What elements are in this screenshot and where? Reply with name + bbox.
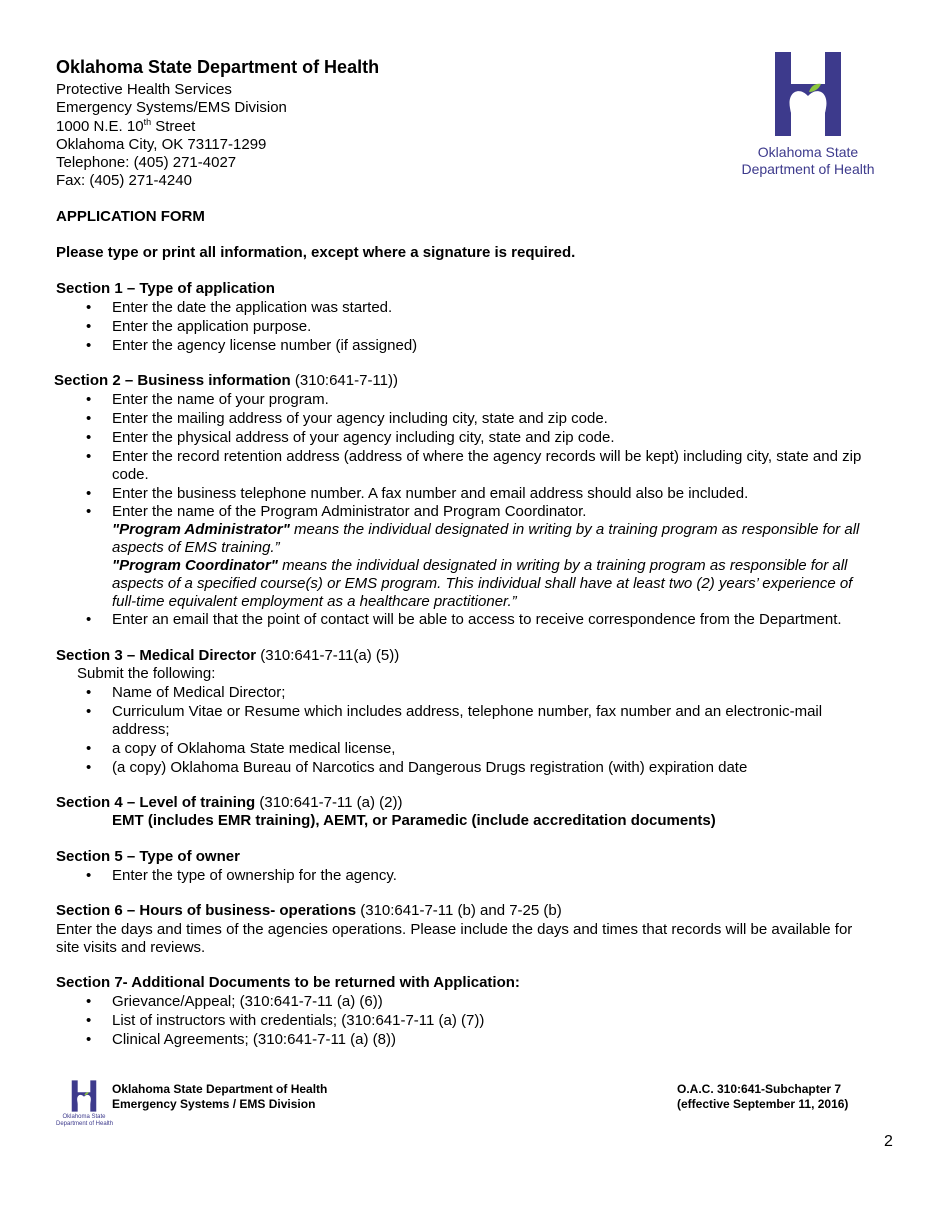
- form-title: APPLICATION FORM: [56, 208, 205, 225]
- bullet: •: [86, 611, 92, 628]
- list-item: Enter the name of your program.: [112, 391, 329, 408]
- footer-right-line2: (effective September 11, 2016): [677, 1097, 849, 1111]
- bullet: •: [86, 759, 92, 776]
- list-item: Enter the date the application was started.: [112, 299, 393, 316]
- bullet: •: [86, 867, 92, 884]
- list-item: Enter the mailing address of your agency including city, state and zip code.: [112, 410, 608, 427]
- section4-body: EMT (includes EMR training), AEMT, or Paramedic (include accreditation documents): [112, 812, 716, 829]
- section1-heading: Section 1 – Type of application: [56, 280, 275, 297]
- address-line: Emergency Systems/EMS Division: [56, 99, 287, 117]
- bullet: •: [86, 318, 92, 335]
- definition-program-administrator: "Program Administrator" means the individual designated in writing by a training program as responsible for all: [112, 521, 860, 538]
- page-number: 2: [884, 1133, 893, 1150]
- section6-body-continued: site visits and reviews.: [56, 939, 206, 956]
- section7-heading: Section 7- Additional Documents to be returned with Application:: [56, 974, 520, 991]
- list-item-continued: address;: [112, 721, 170, 738]
- fax-line: Fax: (405) 271-4240: [56, 172, 192, 190]
- bullet: •: [86, 703, 92, 720]
- address-line: Protective Health Services: [56, 81, 232, 98]
- bullet: •: [86, 993, 92, 1010]
- bullet: •: [86, 684, 92, 701]
- list-item: Grievance/Appeal; (310:641-7-11 (a) (6)): [112, 993, 383, 1010]
- list-item-continued: code.: [112, 466, 149, 483]
- definition-continued: aspects of a specified course(s) or EMS program. This individual shall have at least two (2) years’ experience of: [112, 575, 853, 592]
- list-item: Enter an email that the point of contact will be able to access to receive correspondence from the Department.: [112, 611, 842, 628]
- list-item: Curriculum Vitae or Resume which includes address, telephone number, fax number and an electronic-mail: [112, 703, 823, 720]
- bullet: •: [86, 410, 92, 427]
- section6-heading: Section 6 – Hours of business- operations (310:641-7-11 (b) and 7-25 (b): [56, 902, 562, 919]
- bullet: •: [86, 740, 92, 757]
- bullet: •: [86, 448, 92, 465]
- definition-program-coordinator: "Program Coordinator" means the individual designated in writing by a training program as responsible for all: [112, 557, 848, 574]
- list-item: Clinical Agreements; (310:641-7-11 (a) (8)): [112, 1031, 397, 1048]
- list-item: Enter the physical address of your agency including city, state and zip code.: [112, 429, 615, 446]
- list-item: Enter the application purpose.: [112, 318, 312, 335]
- list-item: Enter the record retention address (address of where the agency records will be kept) including city, state and zip: [112, 448, 862, 465]
- definition-continued: aspects of EMS training.”: [112, 539, 280, 556]
- logo-text-line1: Oklahoma State: [757, 144, 859, 160]
- section6-body: Enter the days and times of the agencies operations. Please include the days and times that records will be available for: [56, 921, 853, 938]
- bullet: •: [86, 485, 92, 502]
- city-line: Oklahoma City, OK 73117-1299: [56, 135, 267, 153]
- osdh-h-apple-icon: [71, 1080, 97, 1112]
- osdh-logo: [733, 52, 883, 178]
- org-title: Oklahoma State Department of Health: [56, 57, 380, 77]
- bullet: •: [86, 299, 92, 316]
- bullet: •: [86, 429, 92, 446]
- list-item: Enter the type of ownership for the agency.: [112, 867, 397, 884]
- telephone-line: Telephone: (405) 271-4027: [56, 154, 237, 172]
- footer-left-line2: Emergency Systems / EMS Division: [112, 1097, 316, 1111]
- section3-intro: Submit the following:: [77, 665, 216, 682]
- list-item: Name of Medical Director;: [112, 684, 286, 701]
- list-item: Enter the agency license number (if assigned): [112, 337, 418, 354]
- footer-logo-text2: Department of Health: [56, 1121, 114, 1127]
- bullet: •: [86, 337, 92, 354]
- list-item: Enter the name of the Program Administrator and Program Coordinator.: [112, 503, 587, 520]
- section5-heading: Section 5 – Type of owner: [56, 848, 240, 865]
- footer-left-line1: Oklahoma State Department of Health: [112, 1082, 328, 1096]
- list-item: a copy of Oklahoma State medical license,: [112, 740, 396, 757]
- bullet: •: [86, 503, 92, 520]
- bullet: •: [86, 1031, 92, 1048]
- list-item: (a copy) Oklahoma Bureau of Narcotics and Dangerous Drugs registration (with) expiration date: [112, 759, 748, 776]
- list-item: Enter the business telephone number. A fax number and email address should also be included.: [112, 485, 749, 502]
- street-line: 1000 N.E. 10th Street: [56, 116, 196, 135]
- address-block: [56, 81, 287, 191]
- footer-logo-text1: Oklahoma State: [62, 1114, 106, 1120]
- footer-right-line1: O.A.C. 310:641-Subchapter 7: [677, 1082, 842, 1096]
- logo-text-line2: Department of Health: [741, 161, 875, 177]
- osdh-h-apple-icon: [773, 52, 843, 136]
- footer-logo: [56, 1080, 112, 1128]
- section3-heading: Section 3 – Medical Director (310:641-7-11(a) (5)): [56, 647, 400, 664]
- section4-heading: Section 4 – Level of training (310:641-7-11 (a) (2)): [56, 794, 403, 811]
- instruction: Please type or print all information, except where a signature is required.: [56, 244, 576, 261]
- bullet: •: [86, 391, 92, 408]
- section2-heading: Section 2 – Business information (310:641-7-11)): [54, 372, 398, 389]
- definition-continued: full-time equivalent employment as a healthcare practitioner.”: [112, 593, 517, 610]
- list-item: List of instructors with credentials; (310:641-7-11 (a) (7)): [112, 1012, 485, 1029]
- bullet: •: [86, 1012, 92, 1029]
